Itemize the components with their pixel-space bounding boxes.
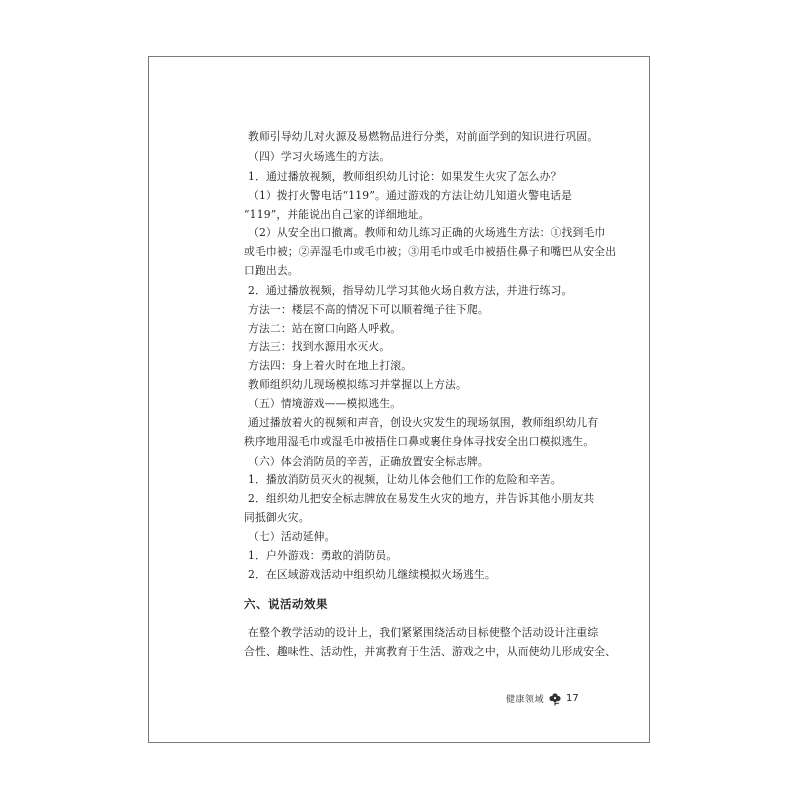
subsection-heading: （六）体会消防员的辛苦，正确放置安全标志牌。	[248, 455, 489, 468]
body-line: 1．播放消防员灭火的视频，让幼儿体会他们工作的危险和辛苦。	[248, 473, 562, 486]
body-line: （2）从安全出口撤离。教师和幼儿练习正确的火场逃生方法：①找到毛巾	[248, 226, 606, 239]
body-line: 2．组织幼儿把安全标志牌放在易发生火灾的地方，并告诉其他小朋友共	[248, 492, 595, 505]
subsection-heading: （七）活动延伸。	[248, 530, 336, 543]
body-line: “119”，并能说出自己家的详细地址。	[244, 208, 430, 221]
body-line: 同抵御火灾。	[244, 511, 310, 524]
body-line: （1）拨打火警电话“119”。通过游戏的方法让幼儿知道火警电话是	[248, 189, 573, 202]
body-line: 1．户外游戏：勇敢的消防员。	[248, 549, 398, 562]
body-line: 方法三：找到水源用水灭火。	[248, 340, 391, 353]
subsection-heading: （五）情境游戏——模拟逃生。	[248, 397, 402, 410]
body-line: 方法四：身上着火时在地上打滚。	[248, 359, 413, 372]
body-line: 1．通过播放视频，教师组织幼儿讨论：如果发生火灾了怎么办？	[248, 170, 562, 183]
body-line: 方法二：站在窗口向路人呼救。	[248, 322, 402, 335]
page-footer	[506, 688, 579, 708]
body-line: 口跑出去。	[244, 264, 299, 277]
body-line: 教师组织幼儿现场模拟练习并掌握以上方法。	[248, 378, 467, 391]
footer-label: 健康领域	[506, 694, 545, 705]
body-line: 2．通过播放视频，指导幼儿学习其他火场自救方法，并进行练习。	[248, 284, 573, 297]
body-line: 2．在区域游戏活动中组织幼儿继续模拟火场逃生。	[248, 568, 496, 581]
subsection-heading: （四）学习火场逃生的方法。	[248, 150, 391, 163]
flower-icon	[548, 691, 562, 705]
body-line: 在整个教学活动的设计上，我们紧紧围绕活动目标使整个活动设计注重综	[248, 626, 599, 639]
body-line: 通过播放着火的视频和声音，创设火灾发生的现场氛围，教师组织幼儿有	[248, 416, 599, 429]
body-line: 或毛巾被；②弄湿毛巾或毛巾被；③用毛巾或毛巾被捂住鼻子和嘴巴从安全出	[244, 245, 617, 258]
page-number: 17	[566, 692, 579, 704]
section-heading: 六、说活动效果	[244, 597, 328, 611]
body-line: 教师引导幼儿对火源及易燃物品进行分类，对前面学到的知识进行巩固。	[248, 130, 599, 143]
body-line: 方法一：楼层不高的情况下可以顺着绳子往下爬。	[248, 303, 489, 316]
body-line: 合性、趣味性、活动性，并寓教育于生活、游戏之中，从而使幼儿形成安全、	[244, 645, 617, 658]
body-line: 秩序地用湿毛巾或湿毛巾被捂住口鼻或裹住身体寻找安全出口模拟逃生。	[244, 435, 595, 448]
